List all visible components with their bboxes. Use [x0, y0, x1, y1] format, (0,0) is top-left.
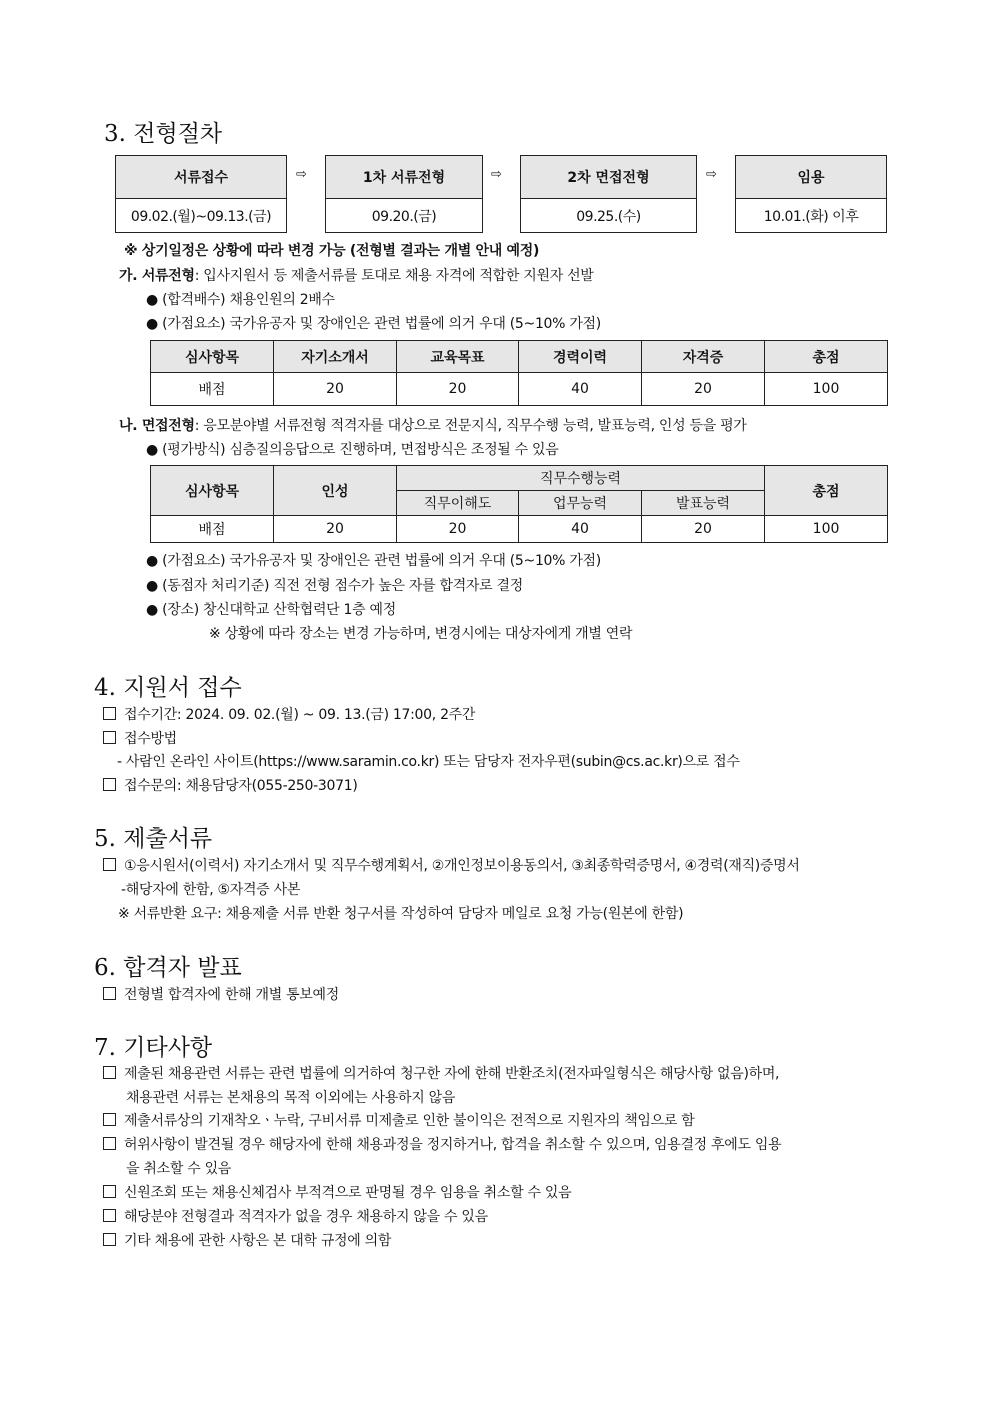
- checkbox-icon: [103, 1137, 116, 1150]
- step-name: 1차 서류전형: [326, 156, 482, 199]
- list-item: [103, 1206, 488, 1226]
- bullet-text: (장소) 창신대학교 산학협력단 1층 예정: [162, 602, 396, 618]
- ga-paragraph: [119, 265, 594, 285]
- ga-text: : 입사지원서 등 제출서류를 토대로 채용 자격에 적합한 지원자 선발: [194, 268, 594, 284]
- list-item: [103, 775, 357, 795]
- table-cell: 배점: [151, 373, 274, 406]
- step-box: [735, 155, 887, 233]
- arrow-icon: ⇨: [706, 167, 717, 182]
- place-note: ※ 상황에 따라 장소는 변경 가능하며, 변경시에는 대상자에게 개별 연락: [209, 626, 633, 642]
- schedule-note: ※ 상기일정은 상황에 따라 변경 가능 (전형별 결과는 개별 안내 예정): [124, 243, 540, 259]
- table-cell: 20: [642, 516, 765, 543]
- bullet-text: (동점자 처리기준) 직전 전형 점수가 높은 자를 합격자로 결정: [162, 578, 523, 594]
- step-name: 서류접수: [116, 156, 286, 199]
- checkbox-icon: [103, 1185, 116, 1198]
- item-text: ①응시원서(이력서) 자기소개서 및 직무수행계획서, ②개인정보이용동의서, ③최종학력증명서, ④경력(재직)증명서: [124, 858, 800, 874]
- bullet-text: (가점요소) 국가유공자 및 장애인은 관련 법률에 의거 우대 (5~10% 가점): [162, 316, 601, 332]
- item-text: 접수방법: [124, 731, 177, 747]
- item-text: 허위사항이 발견될 경우 해당자에 한해 채용과정을 정지하거나, 합격을 취소할 수 있으며, 임용결정 후에도 임용: [124, 1137, 782, 1153]
- table-cell: 20: [274, 373, 397, 406]
- section-5-title: 5. 제출서류: [94, 826, 213, 852]
- list-item: [103, 1230, 391, 1250]
- section-7-title: 7. 기타사항: [94, 1035, 213, 1061]
- list-item: ● (장소) 창신대학교 산학협력단 1층 예정: [146, 602, 396, 618]
- table-header: 자기소개서: [274, 341, 397, 373]
- step-box: [520, 155, 697, 233]
- checkbox-icon: [103, 778, 116, 791]
- checkbox-icon: [103, 858, 116, 871]
- item-continuation: 을 취소할 수 있음: [126, 1161, 232, 1177]
- arrow-icon: ⇨: [296, 167, 307, 182]
- table-cell: 배점: [151, 516, 274, 543]
- table-cell: 20: [274, 516, 397, 543]
- table-cell: 100: [765, 373, 888, 406]
- list-item: [103, 704, 475, 724]
- arrow-icon: ⇨: [491, 167, 502, 182]
- step-box: [115, 155, 287, 233]
- bullet-text: (가점요소) 국가유공자 및 장애인은 관련 법률에 의거 우대 (5~10% 가점): [162, 553, 601, 569]
- ga-label: 가. 서류전형: [119, 268, 195, 284]
- list-item: ● (합격배수) 채용인원의 2배수: [146, 292, 335, 308]
- na-paragraph: [119, 415, 747, 435]
- step-date: 09.02.(월)~09.13.(금): [130, 209, 272, 225]
- table-subheader: 업무능력: [519, 491, 642, 516]
- table-header: 심사항목: [151, 341, 274, 373]
- list-item: [103, 1063, 779, 1083]
- section-4-title: 4. 지원서 접수: [94, 675, 242, 701]
- table-header: 인성: [274, 466, 397, 516]
- table-cell: 20: [642, 373, 765, 406]
- list-item: [103, 728, 177, 748]
- table-header: 총점: [765, 466, 888, 516]
- item-text: 제출된 채용관련 서류는 관련 법률에 의거하여 청구한 자에 한해 반환조치(전자파일형식은 해당사항 없음)하며,: [124, 1066, 780, 1082]
- item-text: 접수기간: 2024. 09. 02.(월) ~ 09. 13.(금) 17:00, 2주간: [124, 707, 476, 723]
- table-subheader: 발표능력: [642, 491, 765, 516]
- na-text: : 응모분야별 서류전형 적격자를 대상으로 전문지식, 직무수행 능력, 발표능력, 인성 등을 평가: [194, 418, 747, 434]
- list-item: [103, 1110, 694, 1130]
- bullet-text: (합격배수) 채용인원의 2배수: [162, 292, 335, 308]
- list-item: [103, 1134, 781, 1154]
- checkbox-icon: [103, 1113, 116, 1126]
- method-detail: - 사람인 온라인 사이트(https://www.saramin.co.kr) 또는 담당자 전자우편(subin@cs.ac.kr)으로 접수: [117, 754, 740, 770]
- document-score-table: [150, 340, 888, 406]
- table-cell: 40: [519, 516, 642, 543]
- bullet-text: (평가방식) 심층질의응답으로 진행하며, 면접방식은 조정될 수 있음: [162, 442, 559, 458]
- list-item: ● (가점요소) 국가유공자 및 장애인은 관련 법률에 의거 우대 (5~10% 가점): [146, 553, 601, 569]
- item-text: 전형별 합격자에 한해 개별 통보예정: [124, 987, 339, 1003]
- section-6-title: 6. 합격자 발표: [94, 955, 242, 981]
- checkbox-icon: [103, 1233, 116, 1246]
- list-item: ● (동점자 처리기준) 직전 전형 점수가 높은 자를 합격자로 결정: [146, 578, 523, 594]
- item-text: 기타 채용에 관한 사항은 본 대학 규정에 의함: [124, 1233, 392, 1249]
- table-cell: 40: [519, 373, 642, 406]
- item-continuation: 채용관련 서류는 본채용의 목적 이외에는 사용하지 않음: [126, 1090, 456, 1106]
- section-3-title: 3. 전형절차: [104, 121, 223, 147]
- na-label: 나. 면접전형: [119, 418, 195, 434]
- table-header: 교육목표: [397, 341, 519, 373]
- step-date: 09.20.(금): [371, 209, 437, 225]
- step-box: [325, 155, 483, 233]
- table-subheader: 직무이해도: [397, 491, 519, 516]
- table-cell: 20: [397, 373, 519, 406]
- checkbox-icon: [103, 1209, 116, 1222]
- item-text: 해당분야 전형결과 적격자가 없을 경우 채용하지 않을 수 있음: [124, 1209, 488, 1225]
- list-item: ● (가점요소) 국가유공자 및 장애인은 관련 법률에 의거 우대 (5~10% 가점): [146, 316, 601, 332]
- checkbox-icon: [103, 731, 116, 744]
- checkbox-icon: [103, 707, 116, 720]
- checkbox-icon: [103, 987, 116, 1000]
- list-item: ● (평가방식) 심층질의응답으로 진행하며, 면접방식은 조정될 수 있음: [146, 442, 559, 458]
- step-date: 09.25.(수): [576, 209, 641, 225]
- item-text: 신원조회 또는 채용신체검사 부적격으로 판명될 경우 임용을 취소할 수 있음: [124, 1185, 572, 1201]
- table-header: 경력이력: [519, 341, 642, 373]
- item-continuation: -해당자에 한함, ⑤자격증 사본: [121, 882, 301, 898]
- table-cell: 20: [397, 516, 519, 543]
- table-header: 심사항목: [151, 466, 274, 516]
- list-item: [103, 984, 339, 1004]
- table-header: 총점: [765, 341, 888, 373]
- table-header-group: 직무수행능력: [397, 466, 765, 491]
- list-item: [103, 1182, 571, 1202]
- item-text: 제출서류상의 기재착오ㆍ누락, 구비서류 미제출로 인한 불이익은 전적으로 지원자의 책임으로 함: [124, 1113, 695, 1129]
- item-text: 접수문의: 채용담당자(055-250-3071): [124, 778, 358, 794]
- step-name: 2차 면접전형: [521, 156, 696, 199]
- step-name: 임용: [736, 156, 886, 199]
- interview-score-table: [150, 465, 888, 543]
- return-note: ※ 서류반환 요구: 채용제출 서류 반환 청구서를 작성하여 담당자 메일로 요청 가능(원본에 한함): [118, 906, 684, 922]
- list-item: [103, 855, 800, 875]
- checkbox-icon: [103, 1066, 116, 1079]
- step-date: 10.01.(화) 이후: [763, 209, 859, 225]
- table-cell: 100: [765, 516, 888, 543]
- table-header: 자격증: [642, 341, 765, 373]
